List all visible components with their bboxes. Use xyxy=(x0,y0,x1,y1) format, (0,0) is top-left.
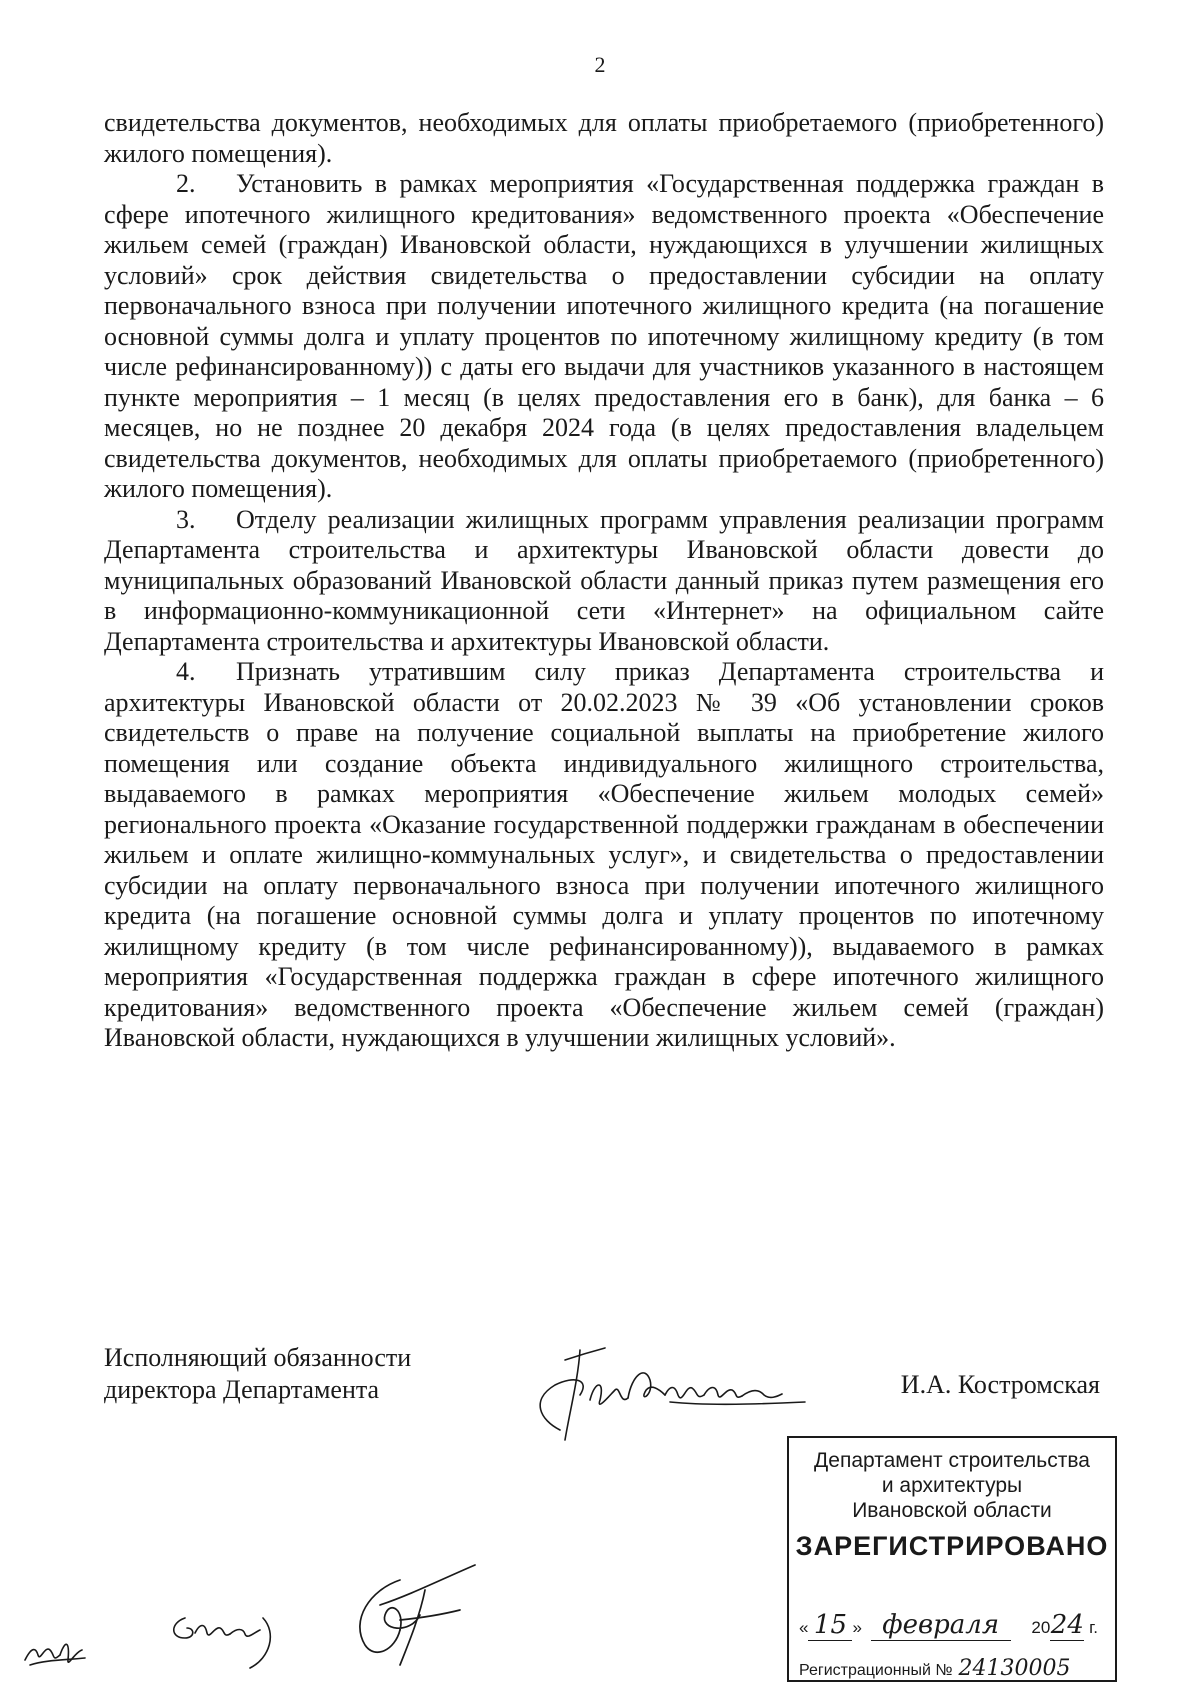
item-text: Признать утратившим силу приказ Департамента строительства и архитектуры Ивановской области от 20.02.2023 № 39 «Об установлении сроков свидетельств о праве на получение социальной выплаты на приобретение жилого помещения или создание объекта индивидуального жилищного строительства, выдаваемого в рамках мероприятия «Обеспечение жильем молодых семей» регионального проекта «Оказание государственной поддержки гражданам в обеспечении жильем и оплате жилищно-коммунальных услуг», и свидетельства о предоставлении субсидии на оплату первоначального взноса при получении ипотечного жилищного кредита (на погашение основной суммы долга и уплату процентов по ипотечному жилищному кредиту (в том числе рефинансированному)), выдаваемого в рамках мероприятия «Государственная поддержка граждан в сфере ипотечного жилищного кредитования» ведомственного проекта «Обеспечение жильем семей (граждан) Ивановской области, нуждающихся в улучшении жилищных условий». xyxy=(104,657,1104,1052)
signer-position-line2: директора Департамента xyxy=(104,1375,380,1404)
stamp-year-unit: г. xyxy=(1089,1618,1098,1637)
signer-position xyxy=(104,1342,411,1406)
paragraph-item-4 xyxy=(104,657,1104,1054)
paragraph-item-3 xyxy=(104,505,1104,658)
stamp-reg-label: Регистрационный № xyxy=(799,1662,953,1679)
stamp-reg-number: 24130005 xyxy=(958,1656,1071,1681)
stamp-org-line3: Ивановской области xyxy=(852,1499,1052,1522)
stamp-regno-row xyxy=(799,1656,1107,1681)
document-body xyxy=(104,108,1104,1054)
signer-name: И.А. Костромская xyxy=(900,1370,1100,1399)
stamp-day: 15 xyxy=(808,1610,852,1641)
item-number: 4. xyxy=(176,657,196,686)
stamp-year-suffix: 24 xyxy=(1050,1610,1084,1640)
signer-position-line1: Исполняющий обязанности xyxy=(104,1343,412,1372)
stamp-month: февраля xyxy=(871,1610,1011,1641)
initials-mark-1 xyxy=(20,1630,90,1670)
stamp-open-quote: « xyxy=(799,1618,809,1637)
item-text: Установить в рамках мероприятия «Государственная поддержка граждан в сфере ипотечного жилищного кредитования» ведомственного проекта «Обеспечение жильем семей (граждан) Ивановской области, нуждающихся в улучшении жилищных условий» срок действия свидетельства о предоставлении субсидии на оплату первоначального взноса при получении ипотечного жилищного кредита (на погашение основной суммы долга и уплату процентов по ипотечному жилищному кредиту (в том числе рефинансированному)) с даты его выдачи для участников указанного в настоящем пункте мероприятия – 1 месяц (в целях предоставления его в банк), для банка – 6 месяцев, но не позднее 20 декабря 2024 года (в целях предоставления владельцем свидетельства документов, необходимых для оплаты приобретаемого (приобретенного) жилого помещения). xyxy=(104,169,1104,503)
stamp-org-line2: и архитектуры xyxy=(881,1474,1023,1497)
item-text: Отделу реализации жилищных программ управления реализации программ Департамента строительства и архитектуры Ивановской области довести до муниципальных образований Ивановской области данный приказ путем размещения его в информационно-коммуникационной сети «Интернет» на официальном сайте Департамента строительства и архитектуры Ивановской области. xyxy=(104,504,1104,656)
stamp-date-row xyxy=(799,1610,1107,1641)
paragraph-continuation: свидетельства документов, необходимых для оплаты приобретаемого (приобретенного) жилого помещения). xyxy=(104,108,1104,168)
initials-mark-3 xyxy=(340,1560,480,1670)
stamp-year-prefix: 20 xyxy=(1031,1618,1051,1637)
page-number: 2 xyxy=(594,52,606,77)
paragraph-item-2 xyxy=(104,169,1104,505)
stamp-status: ЗАРЕГИСТРИРОВАНО xyxy=(795,1531,1109,1561)
initials-mark-2 xyxy=(165,1598,285,1673)
stamp-org-line1: Департамент строительства xyxy=(814,1449,1090,1472)
handwritten-signature xyxy=(520,1340,810,1450)
stamp-close-quote: » xyxy=(852,1618,862,1637)
item-number: 3. xyxy=(176,504,196,534)
registration-stamp xyxy=(787,1436,1117,1682)
item-number: 2. xyxy=(176,169,196,198)
